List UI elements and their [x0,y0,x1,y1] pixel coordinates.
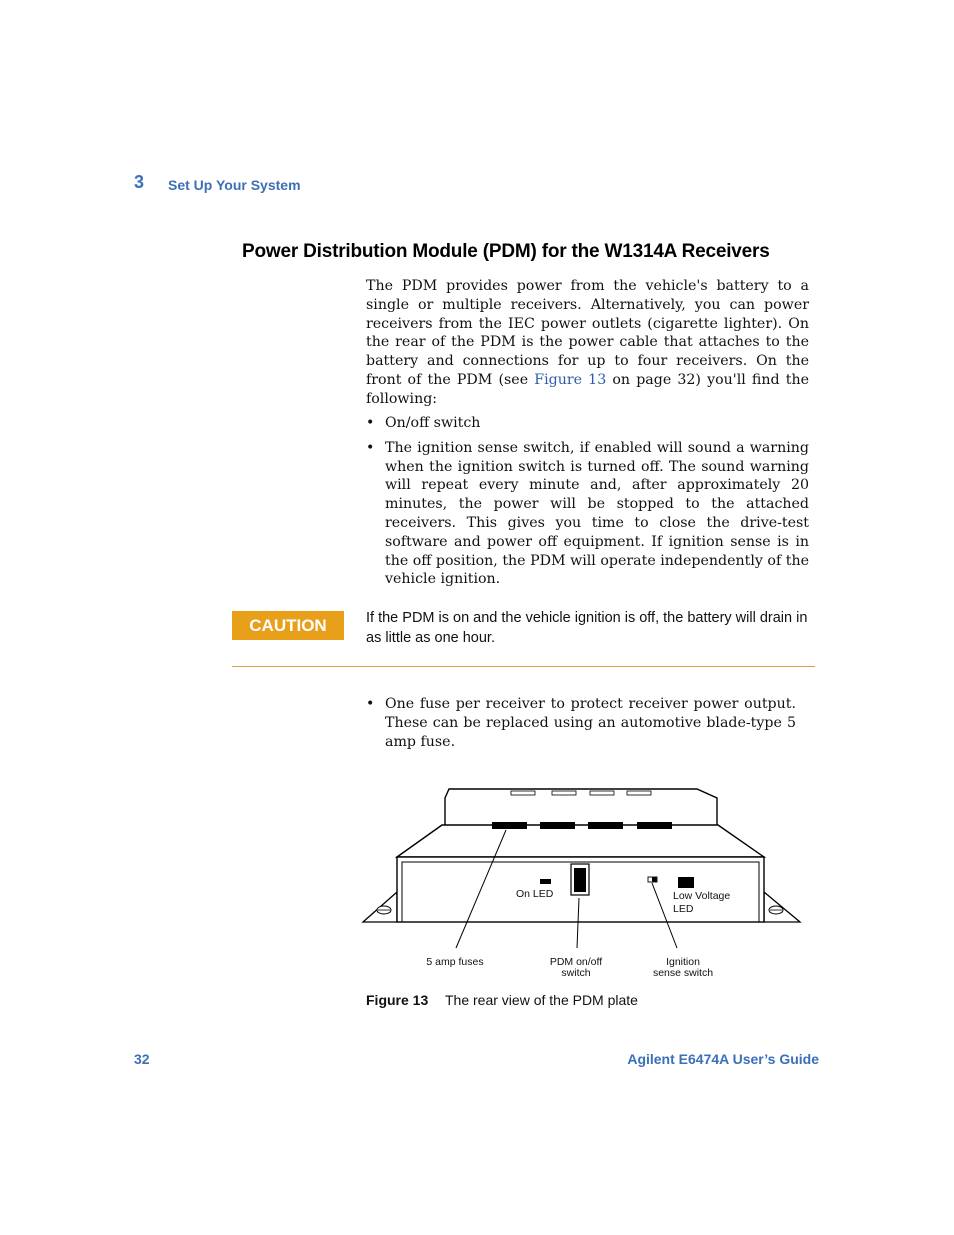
low-voltage-label-line1: Low Voltage [673,890,731,902]
caution-badge: CAUTION [232,611,344,640]
on-led-label: On LED [516,888,554,900]
connector-notch [627,791,651,795]
intro-text-end: on page 32) you'll find the following: [366,371,810,407]
figure-caption-label: Figure 13 [366,992,429,1008]
intro-text-start: The PDM provides power from the vehicle's battery to a single or multiple receivers. Alternatively, you can power receivers from the IEC power outlets (cigarette lighter). On the rear of the PDM is the power cable that attaches to the battery and connections for up to four receivers. On the front of the PDM (see [366,278,809,388]
connector-notch [590,791,614,795]
feature-list [366,414,809,595]
switch-label-line1: PDM on/off [549,956,603,968]
right-mounting-flange [764,892,800,922]
low-voltage-led [678,877,694,888]
caution-text: If the PDM is on and the vehicle ignition is off, the battery will drain in as little as one hour. [366,610,808,646]
chapter-number: 3 [134,172,145,192]
guide-title: Agilent E6474A User’s Guide [627,1051,819,1067]
ignition-label-line2: sense switch [652,967,714,979]
fuse-slot [540,822,575,829]
fuses-label: 5 amp fuses [426,956,484,968]
figure-caption-text: The rear view of the PDM plate [445,992,638,1008]
list-item [366,414,809,433]
list-item [366,439,809,589]
list-item-text: One fuse per receiver to protect receiver power output. These can be replaced using an automotive blade-type 5 amp fuse. [385,696,796,750]
fuse-slot [588,822,623,829]
switch-rocker [574,868,586,892]
section-heading: Power Distribution Module (PDM) for the W1314A Receivers [242,241,770,262]
page-number: 32 [134,1051,150,1067]
list-item-text: On/off switch [385,415,481,431]
caution-divider [232,666,815,667]
fuse-list [366,695,796,757]
bullet-icon: • [366,415,375,431]
chapter-title: Set Up Your System [168,177,301,193]
switch-label-line2: switch [561,967,591,979]
list-item [366,695,796,751]
ignition-label-line1: Ignition [666,956,700,968]
on-led [540,879,551,884]
list-item-text: The ignition sense switch, if enabled will sound a warning when the ignition switch is turned off. The sound warning will repeat every minute and, after approximately 20 minutes, the power will be stopped to the attached receivers. This gives you time to close the drive-test software and power off equipment. If ignition sense is in the off position, the PDM will operate independently of the vehicle ignition. [385,439,809,588]
bullet-icon: • [366,696,375,712]
pdm-diagram [350,780,810,985]
figure-13-link[interactable]: Figure 13 [534,371,607,388]
connector-notch [511,791,535,795]
fuse-slot [492,822,527,829]
intro-paragraph [366,277,809,409]
connector-notch [552,791,576,795]
pdm-lid [397,825,764,857]
pdm-top-block [445,789,717,827]
bullet-icon: • [366,439,375,456]
low-voltage-label-line2: LED [673,903,694,915]
fuse-slot [637,822,672,829]
